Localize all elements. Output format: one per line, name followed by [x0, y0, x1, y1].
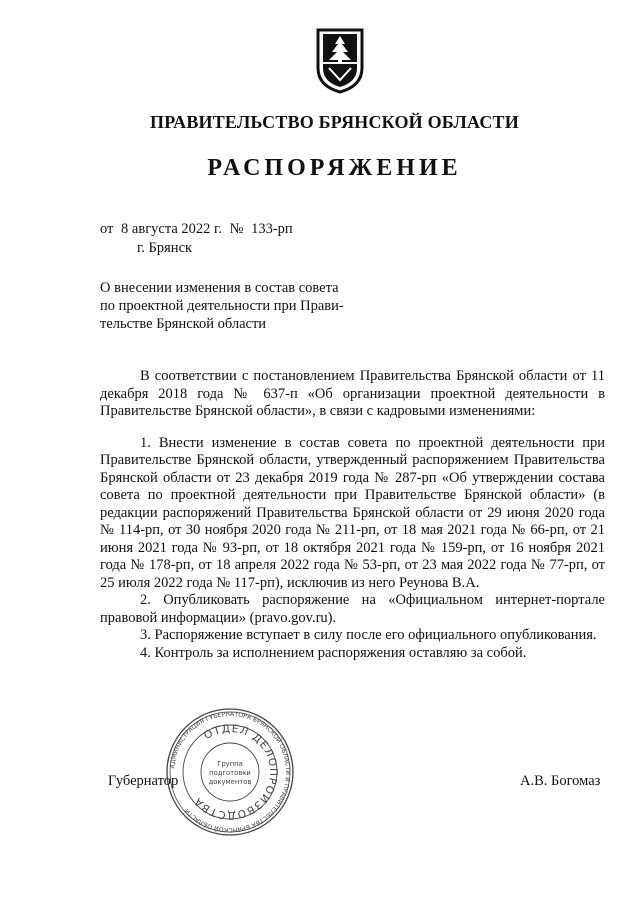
signer-name: А.В. Богомаз	[520, 773, 601, 789]
organization-name: ПРАВИТЕЛЬСТВО БРЯНСКОЙ ОБЛАСТИ	[150, 112, 519, 132]
document-city: г. Брянск	[137, 240, 193, 256]
document-body	[100, 368, 605, 662]
stamp-center-line: документов	[208, 778, 252, 786]
document-dateline	[100, 221, 297, 238]
subject-line: по проектной деятельности при Прави-	[100, 298, 344, 314]
preamble-paragraph: В соответствии с постановлением Правительства Брянской области от 11 декабря 2018 года № 637-п «Об организации проектной деятельности в Правительстве Брянской области», в связи с кадровыми изменениями:	[100, 368, 605, 419]
stamp-center-line: Группа	[217, 760, 243, 768]
bryansk-coat-of-arms-icon	[315, 24, 365, 94]
document-date: 8 августа 2022 г.	[121, 221, 222, 237]
document-subject	[100, 279, 380, 333]
item-paragraph: 2. Опубликовать распоряжение на «Официальном интернет-портале правовой информации» (pravo.gov.ru).	[100, 592, 605, 626]
item-paragraph: 3. Распоряжение вступает в силу после его официального опубликования.	[140, 627, 597, 643]
stamp-center-line: подготовки	[209, 769, 251, 777]
official-stamp	[165, 707, 295, 837]
item-paragraph: 4. Контроль за исполнением распоряжения оставляю за собой.	[140, 644, 527, 661]
document-number: 133-рп	[251, 221, 293, 237]
stamp-ring-text: ОТДЕЛ ДЕЛОПРОИЗВОДСТВА	[191, 722, 280, 822]
subject-line: О внесении изменения в состав совета	[100, 280, 339, 296]
stamp-outer-text: АДМИНИСТРАЦИЯ ГУБЕРНАТОРА БРЯНСКОЙ ОБЛАСТИ И ПРАВИТЕЛЬСТВА БРЯНСКОЙ ОБЛАСТИ	[169, 710, 292, 834]
signer-title: Губернатор	[108, 773, 179, 789]
document-type-title: РАСПОРЯЖЕНИЕ	[207, 155, 462, 181]
item-paragraph: 1. Внести изменение в состав совета по проектной деятельности при Правительстве Брянской области, утвержденный распоряжением Правительства Брянской области от 23 декабря 2019 года № 287-рп «Об утверждении состава совета по проектной деятельности при Правительстве Брянской области» (в редакции распоряжений Правительства Брянской области от 29 июня 2020 года № 114-рп, от 30 ноября 2020 года № 211-рп, от 18 мая 2021 года № 66-рп, от 21 июня 2021 года № 93-рп, от 18 октября 2021 года № 159-рп, от 16 ноября 2021 года № 178-рп, от 18 апреля 2022 года № 53-рп, от 23 мая 2022 года № 77-рп, от 25 июля 2022 года № 117-рп), исключив из него Реунова В.А.	[100, 434, 605, 591]
number-prefix: №	[229, 221, 244, 237]
subject-line: тельстве Брянской области	[100, 316, 267, 332]
date-prefix: от	[100, 221, 114, 237]
